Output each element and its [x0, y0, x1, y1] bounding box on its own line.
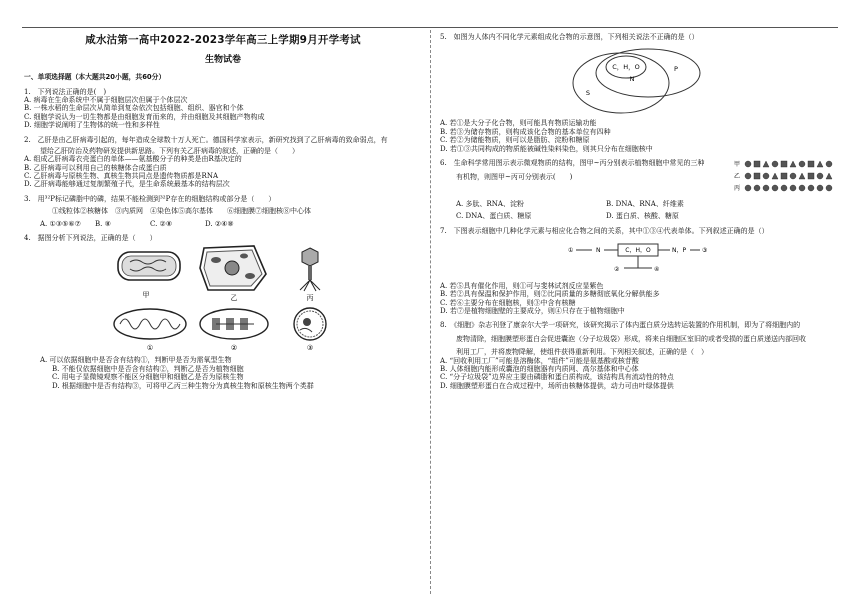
cell-diagram: [104, 244, 364, 356]
question-stem-cont: 望给乙肝防治及药物研发提供新思路。下列有关乙肝病毒的叙述，正确的是（ ）: [40, 146, 299, 155]
bacterium-figure: [118, 252, 180, 280]
question-stem-cont: 有机物，则图甲~丙可分别表示( ): [456, 173, 573, 182]
exam-subject: 生物试卷: [204, 54, 241, 65]
option-a: A. 多肽、RNA、淀粉: [456, 199, 524, 208]
right-column: [440, 30, 838, 390]
option-a: A. 病毒在生命系统中不属于细胞层次但属于个体层次: [24, 95, 188, 104]
question-stem: 5. 如图为人体内不同化学元素组成化合物的示意图，下列相关说法不正确的是（）: [440, 33, 699, 41]
mitochondrion-figure: [114, 309, 186, 339]
question-4: [24, 234, 422, 390]
plant-cell-figure: [200, 246, 266, 290]
diag-n: N: [596, 246, 601, 254]
question-stem: 4. 据图分析下列说法，正确的是（ ）: [24, 234, 157, 243]
option-c: C. 细胞学说认为一切生物都是由细胞发育而来的，并由细胞及其细胞产物构成: [24, 112, 265, 121]
option-d: D. 若⑦是植物细胞壁的主要成分，则④只存在于植物细胞中: [440, 307, 625, 316]
label-yi: 乙: [230, 294, 238, 303]
option-row-1: [456, 200, 756, 208]
option-row-2: [456, 212, 756, 220]
venn-n: N: [629, 75, 635, 84]
option-d: D. 乙肝病毒能够通过复制繁殖子代，是生命系统最基本的结构层次: [24, 180, 230, 189]
exam-title: 咸水沽第一高中2022-2023学年高三上学期9月开学考试: [85, 34, 361, 46]
option-a: A. 组成乙肝病毒衣壳蛋白的单体——氨基酸分子的种类是由R基决定的: [24, 155, 242, 164]
option-b: B. 不能仅依据细胞中是否含有结构②，判断乙是否为植物细胞: [52, 364, 244, 373]
venn-p: P: [674, 65, 678, 74]
question-6: [440, 159, 838, 221]
question-7: [440, 227, 838, 316]
nucleus-figure: [294, 308, 326, 340]
question-stem-cont: 废物清除，细胞膜塑形蛋白会促进囊泡（分子垃圾袋）形成，将来自细胞区室旧的或者受损的蛋白质递送内部回收: [456, 334, 806, 343]
label-1: ①: [146, 344, 154, 353]
venn-chon: C，H，O: [612, 63, 640, 72]
question-items: ①线粒体②核糖体 ③内质网 ④染色体⑤高尔基体 ⑥细胞膜⑦细胞核⑧中心体: [52, 207, 311, 216]
option-c: C. 用电子显微镜观察不能区分细胞甲和细胞乙是否为原核生物: [52, 373, 244, 382]
question-2: [24, 136, 422, 189]
option-a: A. 若⑤具有催化作用，则①可与斐林试剂反应显紫色: [440, 281, 604, 290]
question-stem: 8. 《细胞》杂志刊登了康奈尔大学一项研究，该研究揭示了体内蛋白质分选转运装置的作用机制，即为了将细胞内的: [440, 321, 801, 330]
option-a: A. 可以依据细胞中是否含有结构①，判断甲是否为需氧型生物: [40, 356, 232, 365]
option-b: B. 乙肝病毒可以利用自己的核糖体合成蛋白质: [24, 163, 167, 172]
option-c: C. ②⑧: [150, 219, 173, 228]
label-jia: 甲: [142, 291, 150, 300]
option-c: C. 乙肝病毒与原核生物、真核生物共同点是遗传物质都是RNA: [24, 172, 219, 181]
question-1: [24, 88, 422, 130]
row-label-bing: 丙: [734, 184, 741, 192]
question-3: [24, 195, 422, 228]
venn-s: S: [585, 89, 591, 98]
option-d: D. 根据细胞中是否有结构③，可将甲乙丙三种生物分为真核生物和原核生物两个类群: [52, 381, 314, 390]
label-3: ③: [306, 344, 314, 353]
question-stem: 1. 下列说法正确的是( ): [24, 87, 107, 96]
row-label-jia: 甲: [734, 160, 741, 168]
label-2: ②: [230, 344, 238, 353]
left-column: [24, 30, 422, 390]
question-stem: 6. 生命科学常用图示表示微观物质的结构，图甲~丙分别表示植物细胞中常见的三种: [440, 158, 705, 167]
option-a: A. 若①是大分子化合物，则可能具有物质运输功能: [440, 119, 597, 128]
diag-np: N，P: [672, 246, 687, 254]
option-d: D. 细胞学说阐明了生物体的统一性和多样性: [24, 121, 160, 130]
option-c: C. DNA、蛋白质、糖原: [456, 212, 532, 221]
option-b: B. ⑧: [95, 219, 111, 228]
option-d: D. 细胞膜塑形蛋白在合成过程中，场所由核糖体提供，动力可由叶绿体提供: [440, 381, 674, 390]
option-d: D. ②④⑧: [205, 219, 234, 228]
section-heading: 一、单项选择题（本大题共20小题，共60分）: [24, 73, 166, 82]
diag-4: ④: [654, 265, 660, 273]
row-label-yi: 乙: [734, 172, 741, 180]
question-stem: 7. 下图表示细胞中几种化学元素与相应化合物之间的关系，其中①③④代表单体。下列叙述正确的是（）: [440, 226, 769, 235]
chloroplast-figure: [200, 309, 268, 339]
label-bing: 丙: [306, 294, 314, 303]
diag-3: ③: [702, 246, 708, 254]
option-d: D. 蛋白质、核酸、糖原: [606, 212, 679, 221]
top-rule: [22, 27, 838, 28]
venn-diagram: [566, 45, 716, 119]
question-stem: 3. 用³²P标记磷脂中的磷，结果不能检测到³²P存在的细胞结构或部分是（ ）: [24, 194, 276, 203]
diag-cho: C，H，O: [625, 246, 651, 254]
option-a: A. ①③⑤⑥⑦: [40, 219, 81, 228]
column-divider: [430, 30, 431, 594]
option-b: B. 一株水稻的生命层次从简单到复杂依次包括细胞、组织、器官和个体: [24, 104, 244, 113]
option-b: B. 若③为储存物质，则构成该化合物的基本单位有四种: [440, 127, 611, 136]
option-row: [40, 220, 260, 228]
option-c: C. “分子垃圾袋”边界应主要由磷脂和蛋白质构成，该结构具有流动性的特点: [440, 373, 674, 382]
option-b: B. 人体细胞内能形成囊泡的细胞器有内质网、高尔基体和中心体: [440, 365, 639, 374]
option-b: B. DNA、RNA、纤维素: [606, 199, 684, 208]
option-d: D. 若①③共同构成的物质能被碱性染料染色，则其只分布在细胞核中: [440, 144, 653, 153]
option-c: C. 若②为储能物质，则可以是脂肪、淀粉和糖原: [440, 136, 590, 145]
question-8: [440, 321, 838, 390]
diag-1: ①: [568, 246, 574, 254]
option-a: A. “回收利用工厂”可能是溶酶体，“组件”可能是氨基酸或核苷酸: [440, 356, 639, 365]
question-stem-cont: 利用工厂，并将废物降解，使组件获得重新利用。下列相关叙述，正确的是（ ）: [456, 348, 708, 357]
question-stem: 2. 乙肝是由乙肝病毒引起的，每年造成全球数十万人死亡。德国科学家表示，新研究找到了乙肝病毒的致命弱点，有: [24, 135, 388, 144]
option-c: C. 若⑥主要分布在细胞核，则③中含有核糖: [440, 298, 576, 307]
diag-2: ②: [614, 265, 620, 273]
element-compound-diagram: [564, 238, 714, 282]
option-b: B. 若②具有保温和保护作用，则②比同质量的多糖彻底氧化分解供能多: [440, 290, 660, 299]
question-5: [440, 33, 838, 153]
monomer-chains-diagram: [732, 157, 842, 193]
phage-figure: [300, 248, 320, 291]
